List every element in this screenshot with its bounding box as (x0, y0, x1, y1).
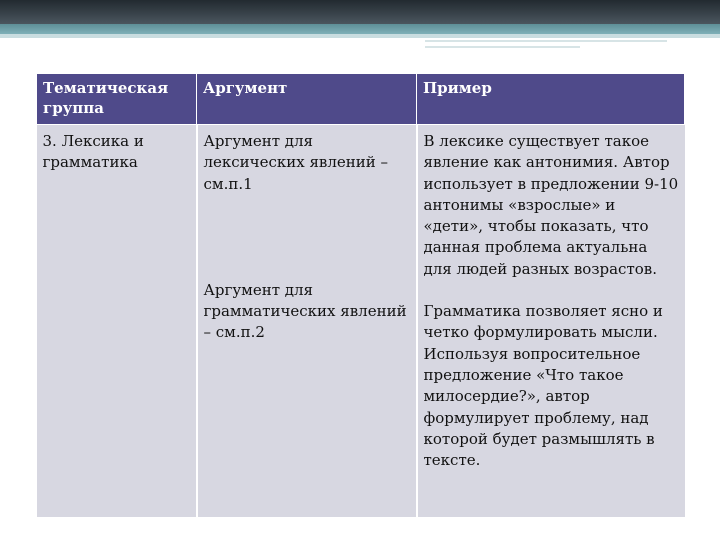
top-decor-stripe (0, 24, 720, 34)
argument-table (36, 73, 685, 517)
header-thematic-group: Тематическая группа (37, 74, 197, 125)
cell-example (417, 125, 685, 517)
table-header-row (37, 74, 685, 125)
argument-lexical: Аргумент для лексических явлений – см.п.1 (203, 132, 389, 193)
table-row (37, 125, 685, 517)
decor-line (425, 40, 667, 42)
header-example: Пример (417, 74, 685, 125)
decor-line (425, 46, 580, 48)
example-grammatical: Грамматика позволяет ясно и четко формулировать мысли. Используя вопросительное предложение «Что такое милосердие?», автор формулирует проблему, над которой будет размышлять в тексте. (423, 302, 663, 470)
example-lexical: В лексике существует такое явление как антонимия. Автор использует в предложении 9-10 антонимы «взрослые» и «дети», чтобы показать, что данная проблема актуальна для людей разных возрастов. (423, 132, 679, 278)
cell-thematic-group (37, 125, 197, 517)
top-decor-bar (0, 0, 720, 24)
top-decor-light-stripe (0, 34, 720, 38)
thematic-group-text: 3. Лексика и грамматика (42, 132, 144, 172)
cell-argument (197, 125, 417, 517)
argument-grammatical: Аргумент для грамматических явлений – см.п.2 (203, 280, 407, 342)
header-argument: Аргумент (197, 74, 417, 125)
